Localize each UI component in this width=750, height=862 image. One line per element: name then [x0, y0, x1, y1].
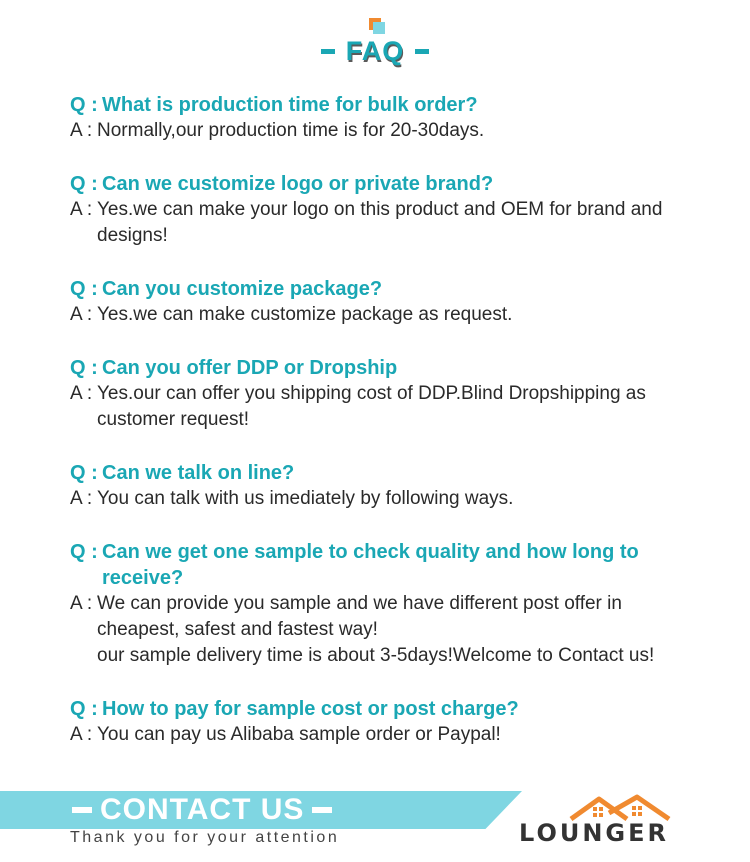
answer-text: You can talk with us imediately by following ways. [97, 488, 514, 509]
lounger-logo [519, 793, 689, 849]
answer-text: Yes.we can make customize package as request. [97, 304, 513, 325]
contact-row [0, 791, 340, 829]
contact-title: CONTACT US [100, 793, 305, 826]
faq-question [70, 460, 690, 486]
faq-list [70, 92, 690, 775]
faq-question [70, 696, 690, 722]
question-prefix: Q : [70, 462, 98, 484]
faq-question [70, 171, 690, 197]
contact-right-dash [312, 807, 332, 813]
question-prefix: Q : [70, 94, 98, 116]
faq-question [70, 92, 690, 118]
question-prefix: Q : [70, 173, 98, 195]
answer-prefix: A : [70, 199, 93, 220]
faq-question [70, 276, 690, 302]
logo-text: LOUNGER [519, 819, 669, 847]
faq-question [70, 355, 690, 381]
faq-answer [70, 591, 690, 669]
faq-title: FAQ [345, 36, 405, 66]
faq-item [70, 355, 690, 433]
question-text: What is production time for bulk order? [102, 94, 478, 116]
faq-answer [70, 302, 690, 328]
answer-text: You can pay us Alibaba sample order or Paypal! [97, 724, 501, 745]
faq-left-dash [321, 49, 335, 54]
faq-answer [70, 118, 690, 144]
faq-right-dash [415, 49, 429, 54]
faq-title-row [0, 36, 750, 70]
question-text: Can we talk on line? [102, 462, 295, 484]
faq-answer [70, 722, 690, 748]
faq-decoration-icon [369, 18, 386, 35]
answer-prefix: A : [70, 383, 93, 404]
question-text: How to pay for sample cost or post charge? [102, 698, 519, 720]
answer-text: Yes.our can offer you shipping cost of DDP.Blind Dropshipping as customer request! [97, 383, 646, 430]
answer-text: Yes.we can make your logo on this product and OEM for brand and designs! [97, 199, 663, 246]
question-prefix: Q : [70, 698, 98, 720]
faq-item [70, 276, 690, 328]
answer-prefix: A : [70, 593, 93, 614]
answer-text: Normally,our production time is for 20-30days. [97, 120, 485, 141]
answer-text: our sample delivery time is about 3-5days!Welcome to Contact us! [97, 645, 655, 666]
question-prefix: Q : [70, 357, 98, 379]
faq-item [70, 460, 690, 512]
answer-prefix: A : [70, 120, 93, 141]
contact-left-dash [72, 807, 92, 813]
faq-item [70, 92, 690, 144]
faq-answer [70, 197, 690, 249]
question-prefix: Q : [70, 278, 98, 300]
question-text: Can we get one sample to check quality and how long to receive? [102, 541, 639, 589]
thanks-text: Thank you for your attention [70, 829, 340, 846]
question-text: Can you customize package? [102, 278, 383, 300]
faq-item [70, 171, 690, 249]
faq-header [0, 14, 750, 74]
faq-item [70, 696, 690, 748]
answer-prefix: A : [70, 724, 93, 745]
faq-answer [70, 381, 690, 433]
answer-text: We can provide you sample and we have different post offer in cheapest, safest and fastest way! [97, 593, 622, 640]
faq-answer [70, 486, 690, 512]
question-prefix: Q : [70, 541, 98, 563]
answer-prefix: A : [70, 488, 93, 509]
question-text: Can we customize logo or private brand? [102, 173, 494, 195]
faq-question [70, 539, 690, 591]
faq-item [70, 539, 690, 669]
answer-prefix: A : [70, 304, 93, 325]
question-text: Can you offer DDP or Dropship [102, 357, 398, 379]
